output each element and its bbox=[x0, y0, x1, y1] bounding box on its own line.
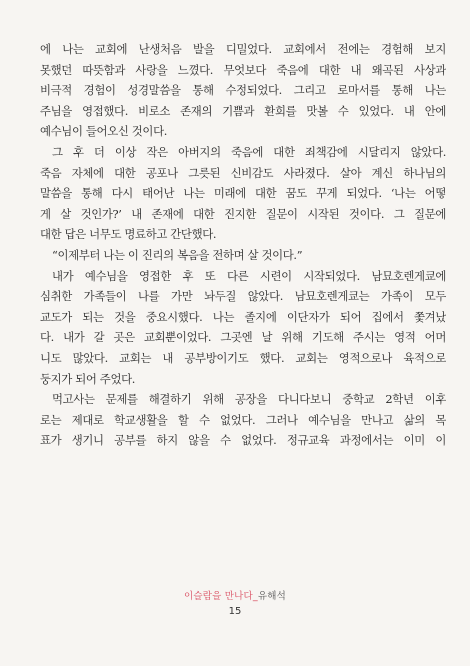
author-name: 유해석 bbox=[257, 591, 286, 602]
text-line: 내가 예수님을 영접한 후 또 다른 시련이 시작되었다. 남묘호렌게쿄에 bbox=[52, 268, 446, 283]
text-line: 못했던 따뜻함과 사랑을 느꼈다. 무엇보다 죽음에 대한 내 왜곡된 사상과 bbox=[40, 62, 446, 77]
text-line: 표가 생기니 공부를 하지 않을 수 없었다. 정규교육 과정에서는 이미 이 bbox=[40, 433, 446, 448]
text-line: 교도가 되는 것을 중요시했다. 나는 졸지에 이단자가 되어 집에서 쫓겨났 bbox=[40, 309, 446, 324]
text-line: 죽음 자체에 대한 공포나 그릇된 신비감도 사라졌다. 살아 계신 하나님의 bbox=[40, 165, 446, 180]
body-text bbox=[40, 39, 446, 451]
text-line: 게 살 것인가?’ 내 존재에 대한 진지한 질문이 시작된 것이다. 그 질문에 bbox=[40, 206, 446, 221]
text-line: 다. 내가 갈 곳은 교회뿐이었다. 그곳엔 날 위해 기도해 주시는 영적 어머 bbox=[40, 330, 446, 345]
text-line: 둥지가 되어 주었다. bbox=[40, 371, 136, 386]
text-line: 예수님이 들어오신 것이다. bbox=[40, 124, 167, 139]
text-line: 주님을 영접했다. 비로소 존재의 기쁨과 환희를 맛볼 수 있었다. 내 안에 bbox=[40, 103, 446, 118]
page-number: 15 bbox=[228, 606, 242, 617]
text-line: 대한 답은 너무도 명료하고 간단했다. bbox=[40, 227, 217, 242]
book-title: 이슬람을 만나다 bbox=[184, 591, 253, 602]
text-line: 에 나는 교회에 난생처음 발을 디밀었다. 교회에서 전에는 경험해 보지 bbox=[40, 42, 446, 56]
text-line: 니도 많았다. 교회는 내 공부방이기도 했다. 교회는 영적으로나 육적으로 bbox=[40, 350, 446, 365]
footer-separator: _ bbox=[252, 591, 258, 602]
text-line: 로는 제대로 학교생활을 할 수 없었다. 그러나 예수님을 만나고 삶의 목 bbox=[40, 412, 446, 427]
text-line: “이제부터 나는 이 진리의 복음을 전하며 살 것이다.” bbox=[52, 247, 303, 262]
text-line: 말씀을 통해 다시 태어난 나는 미래에 대한 꿈도 꾸게 되었다. ‘나는 어떻 bbox=[40, 186, 446, 201]
text-line: 심취한 가족들이 나를 가만 놔두질 않았다. 남묘호렌게쿄는 가족이 모두 bbox=[40, 289, 446, 304]
text-line: 그 후 더 이상 작은 아버지의 죽음에 대한 죄책감에 시달리지 않았다. bbox=[52, 144, 446, 159]
text-line: 먹고사는 문제를 해결하기 위해 공장을 다니다보니 중학교 2학년 이후 bbox=[52, 392, 446, 407]
text-line: 비극적 경험이 성경말씀을 통해 수정되었다. 그리고 로마서를 통해 나는 bbox=[40, 83, 446, 98]
running-footer bbox=[0, 588, 470, 602]
